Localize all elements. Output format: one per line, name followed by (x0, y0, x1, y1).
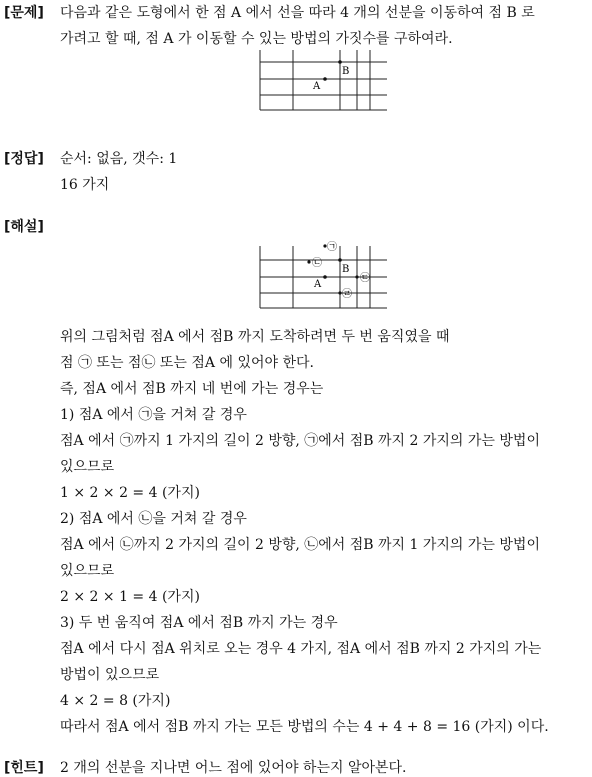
explanation-line: 3) 두 번 움직여 점A 에서 점B 까지 가는 경우 (60, 615, 338, 631)
mark-2-label: ㉡ (312, 258, 322, 269)
explanation-line: 2) 점A 에서 ㉡을 거쳐 갈 경우 (60, 511, 247, 527)
mark-2-dot (307, 260, 310, 263)
explanation-label: [해설] (4, 219, 44, 235)
explanation-figure (255, 238, 395, 314)
hint-text: 2 개의 선분을 지나면 어느 점에 있어야 하는지 알아본다. (60, 760, 407, 776)
point-a-label: A (314, 279, 322, 290)
explanation-line: 점 ㉠ 또는 점㉡ 또는 점A 에 있어야 한다. (60, 355, 314, 371)
explanation-line: 점A 에서 ㉠까지 1 가지의 길이 2 방향, ㉠에서 점B 까지 2 가지의 가는 방법이 (60, 433, 540, 449)
point-a-dot (323, 275, 327, 279)
mark-3-dot (355, 275, 358, 278)
explanation-line: 점A 에서 ㉡까지 2 가지의 길이 2 방향, ㉡에서 점B 까지 1 가지의 가는 방법이 (60, 537, 540, 553)
point-a-label: A (313, 81, 321, 92)
explanation-line: 따라서 점A 에서 점B 까지 가는 모든 방법의 수는 4 + 4 + 8 = 16 (가지) 이다. (60, 719, 549, 735)
mark-3-label: ㉢ (360, 273, 370, 284)
explanation-line: 2 × 2 × 1 = 4 (가지) (60, 589, 200, 605)
explanation-line: 즉, 점A 에서 점B 까지 네 번에 가는 경우는 (60, 381, 324, 397)
explanation-line: 방법이 있으므로 (60, 667, 160, 683)
explanation-line: 있으므로 (60, 459, 115, 475)
problem-line-2: 가려고 할 때, 점 A 가 이동할 수 있는 방법의 가짓수를 구하여라. (60, 31, 453, 47)
answer-line-2: 16 가지 (60, 177, 110, 193)
explanation-line: 있으므로 (60, 563, 115, 579)
explanation-line: 1) 점A 에서 ㉠을 거쳐 갈 경우 (60, 407, 247, 423)
answer-line-1: 순서: 없음, 갯수: 1 (60, 151, 178, 167)
point-a-dot (323, 77, 327, 81)
mark-4-label: ㉣ (342, 289, 352, 300)
point-b-dot (338, 60, 342, 64)
explanation-line: 점A 에서 다시 점A 위치로 오는 경우 4 가지, 점A 에서 점B 까지 2 가지의 가는 (60, 641, 542, 657)
point-b-dot (338, 258, 342, 262)
problem-label: [문제] (4, 5, 44, 21)
point-b-label: B (342, 264, 350, 275)
problem-figure (255, 44, 395, 116)
answer-label: [정답] (4, 151, 44, 167)
explanation-line: 4 × 2 = 8 (가지) (60, 693, 171, 709)
problem-line-1: 다음과 같은 도형에서 한 점 A 에서 선을 따라 4 개의 선분을 이동하여 점 B 로 (60, 5, 535, 21)
mark-1-label: ㉠ (327, 242, 337, 253)
explanation-line: 위의 그림처럼 점A 에서 점B 까지 도착하려면 두 번 움직였을 때 (60, 329, 450, 345)
explanation-line: 1 × 2 × 2 = 4 (가지) (60, 485, 200, 501)
hint-label: [힌트] (4, 760, 44, 776)
point-b-label: B (342, 66, 350, 77)
